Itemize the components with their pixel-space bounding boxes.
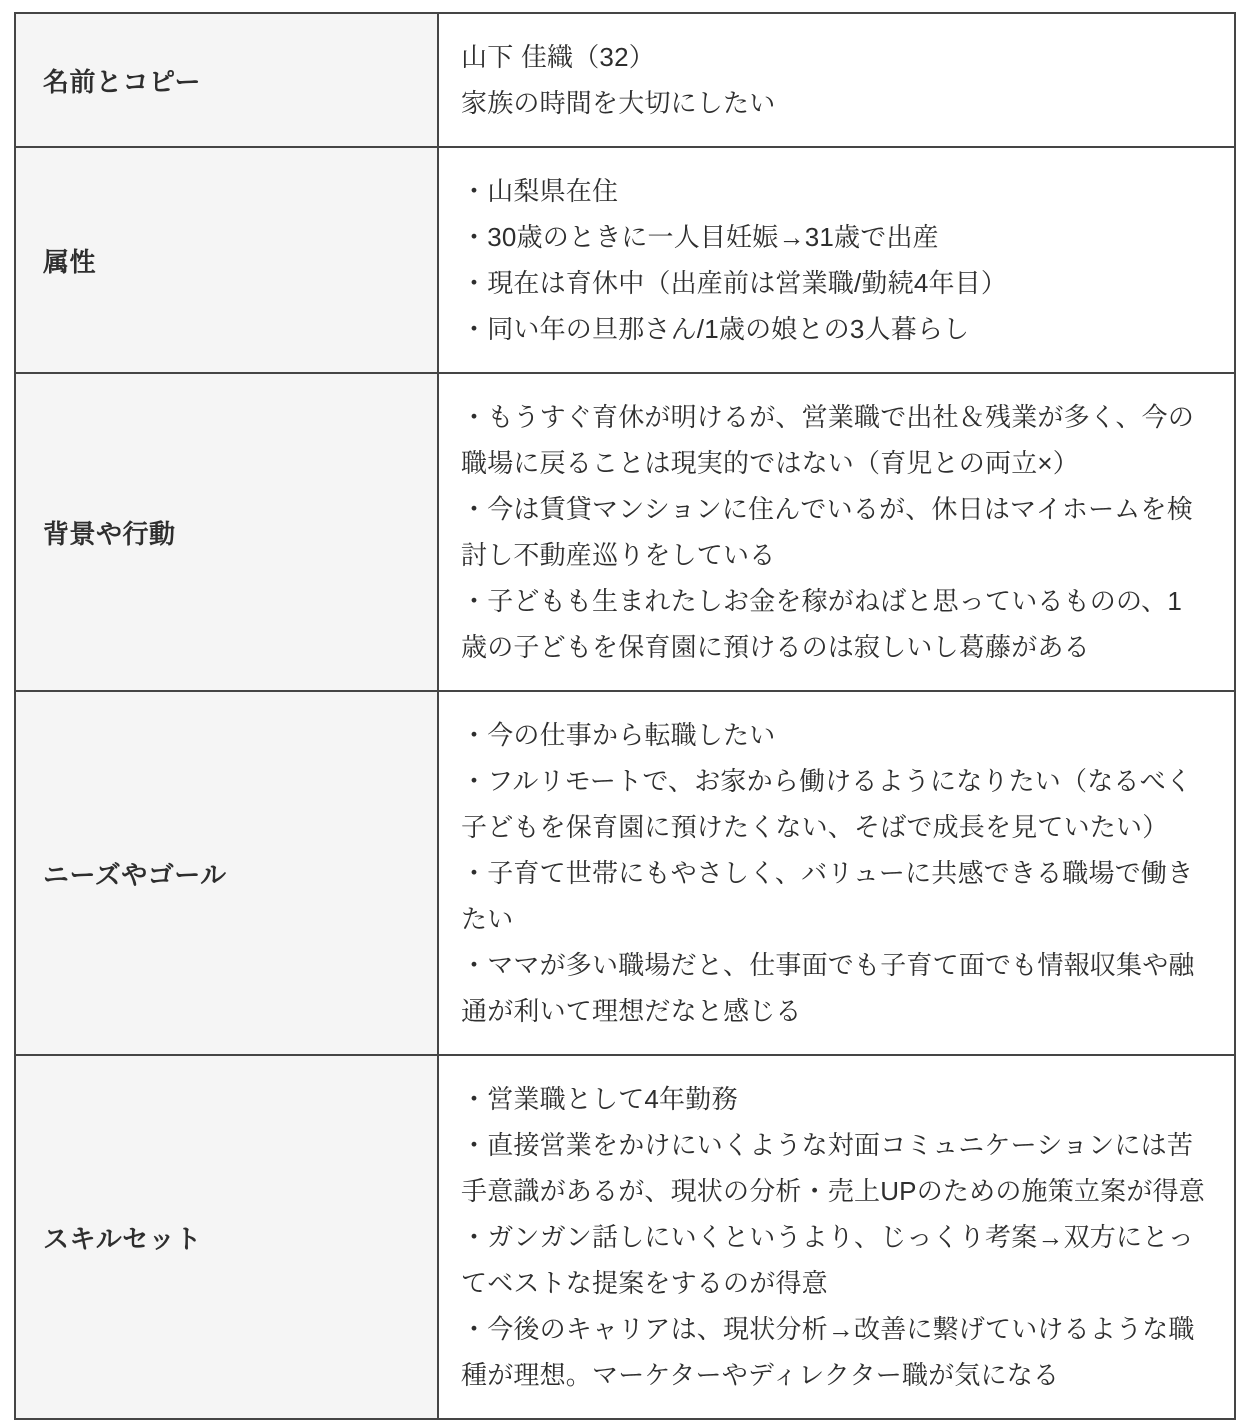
table-row-attributes <box>15 147 1235 373</box>
content-line: ・今の仕事から転職したい <box>461 720 776 750</box>
row-content-needs-goals <box>438 691 1235 1055</box>
row-content-attributes <box>438 147 1235 373</box>
content-line: ・子どもも生まれたしお金を稼がねばと思っているものの、1歳の子どもを保育園に預けるのは寂しいし葛藤がある <box>461 586 1183 662</box>
table-row-needs-goals <box>15 691 1235 1055</box>
table-row-background-behavior <box>15 373 1235 691</box>
content-line: ・今は賃貸マンションに住んでいるが、休日はマイホームを検討し不動産巡りをしている <box>461 494 1193 570</box>
content-line: ・もうすぐ育休が明けるが、営業職で出社＆残業が多く、今の職場に戻ることは現実的ではない（育児との両立×） <box>461 402 1195 478</box>
row-content-skillset <box>438 1055 1235 1419</box>
table-row-name-copy <box>15 13 1235 147</box>
row-label-attributes: 属性 <box>15 147 438 373</box>
content-line: 山下 佳織（32） <box>461 42 655 72</box>
content-line: ・子育て世帯にもやさしく、バリューに共感できる職場で働きたい <box>461 858 1194 934</box>
row-label-background-behavior: 背景や行動 <box>15 373 438 691</box>
content-line: 家族の時間を大切にしたい <box>461 88 776 118</box>
row-content-background-behavior <box>438 373 1235 691</box>
content-line: ・ガンガン話しにいくというより、じっくり考案→双方にとってベストな提案をするのが得意 <box>461 1222 1195 1298</box>
row-label-skillset: スキルセット <box>15 1055 438 1419</box>
content-line: ・現在は育休中（出産前は営業職/勤続4年目） <box>461 268 1008 298</box>
content-line: ・30歳のときに一人目妊娠→31歳で出産 <box>461 222 939 252</box>
content-line: ・山梨県在住 <box>461 176 619 206</box>
persona-table <box>14 12 1236 1420</box>
content-line: ・今後のキャリアは、現状分析→改善に繋げていけるような職種が理想。マーケターやディレクター職が気になる <box>461 1314 1195 1390</box>
content-line: ・フルリモートで、お家から働けるようになりたい（なるべく子どもを保育園に預けたくない、そばで成長を見ていたい） <box>461 766 1193 842</box>
content-line: ・直接営業をかけにいくような対面コミュニケーションには苦手意識があるが、現状の分析・売上UPのための施策立案が得意 <box>461 1130 1205 1206</box>
content-line: ・同い年の旦那さん/1歳の娘との3人暮らし <box>461 314 970 344</box>
content-line: ・ママが多い職場だと、仕事面でも子育て面でも情報収集や融通が利いて理想だなと感じる <box>461 950 1195 1026</box>
table-row-skillset <box>15 1055 1235 1419</box>
row-content-name-copy <box>438 13 1235 147</box>
row-label-needs-goals: ニーズやゴール <box>15 691 438 1055</box>
row-label-name-copy: 名前とコピー <box>15 13 438 147</box>
content-line: ・営業職として4年勤務 <box>461 1084 738 1114</box>
